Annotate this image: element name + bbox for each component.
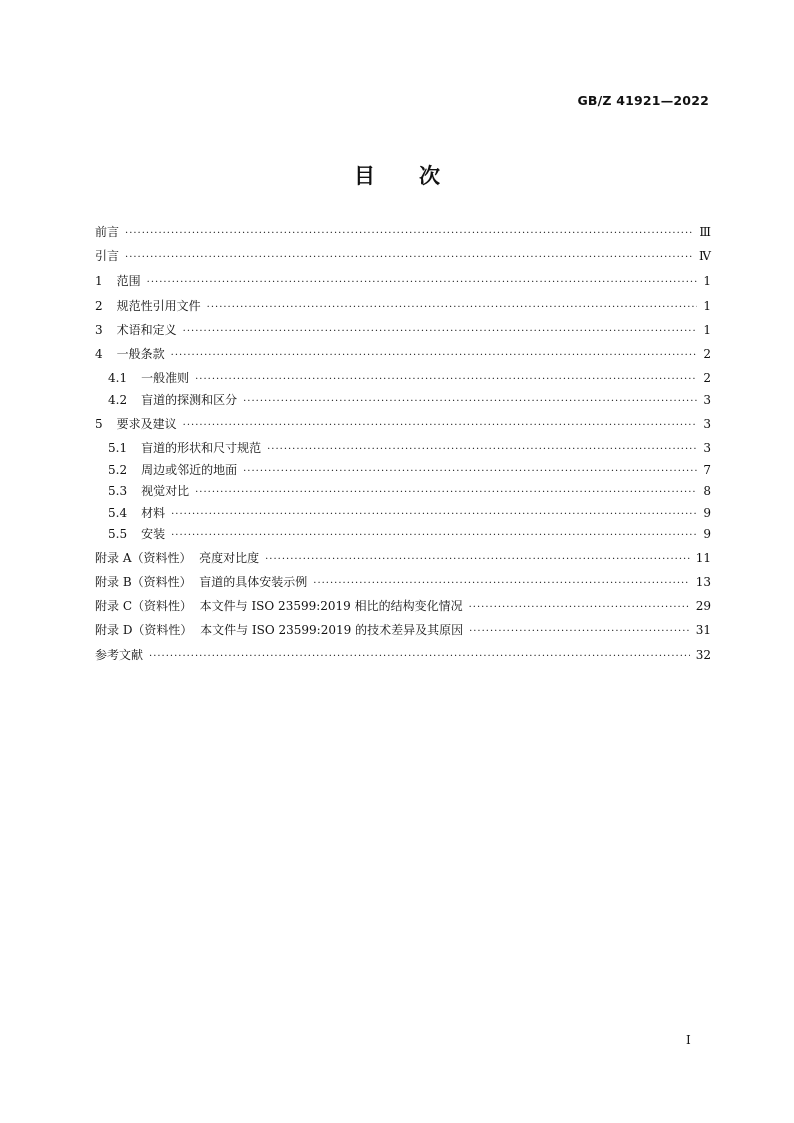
toc-entry-label: 术语和定义 [116, 323, 177, 337]
toc-entry-page: 3 [703, 441, 711, 455]
toc-title [0, 160, 794, 190]
toc-entry[interactable] [95, 507, 711, 520]
toc-title-char: 目 [354, 164, 375, 188]
dot-leader [313, 579, 689, 589]
dot-leader [125, 253, 693, 263]
toc-entry-number: 4.2 [108, 393, 128, 407]
dot-leader [267, 445, 697, 455]
toc-entry[interactable] [95, 649, 711, 662]
toc-title-char: 次 [419, 164, 440, 188]
dot-leader [469, 603, 690, 613]
toc-entry-page: 11 [695, 551, 711, 565]
toc-entry-page: Ⅳ [699, 249, 711, 263]
toc-entry-label: 附录 C（资料性） 本文件与 ISO 23599:2019 相比的结构变化情况 [95, 599, 463, 613]
toc-entry-label: 附录 A（资料性） 亮度对比度 [95, 551, 260, 565]
toc-entry[interactable] [95, 464, 711, 477]
toc-entry-label: 材料 [141, 506, 166, 520]
dot-leader [243, 397, 697, 407]
toc-entry-number: 5.4 [108, 506, 128, 520]
page-number: I [686, 1033, 691, 1047]
toc-entry[interactable] [95, 300, 711, 313]
toc-entry[interactable] [95, 624, 711, 637]
toc-entry-label: 附录 B（资料性） 盲道的具体安装示例 [95, 575, 308, 589]
toc-entry-number: 5 [95, 417, 103, 431]
toc-entry-label: 范围 [116, 274, 141, 288]
toc-entry[interactable] [95, 394, 711, 407]
toc-entry[interactable] [95, 528, 711, 541]
dot-leader [195, 488, 697, 498]
toc-entry-label: 周边或邻近的地面 [141, 463, 238, 477]
toc-entry[interactable] [95, 418, 711, 431]
dot-leader [183, 421, 697, 431]
dot-leader [243, 467, 697, 477]
toc-entry-page: 32 [695, 648, 711, 662]
toc-entry-number: 1 [95, 274, 103, 288]
toc-entry-label: 参考文献 [95, 648, 144, 662]
toc-entry[interactable] [95, 576, 711, 589]
dot-leader [125, 229, 693, 239]
dot-leader [183, 327, 697, 337]
toc-entry-label: 引言 [95, 249, 120, 263]
toc-entry-label: 一般条款 [116, 347, 165, 361]
toc-entry-label: 盲道的探测和区分 [141, 393, 238, 407]
dot-leader [171, 351, 697, 361]
toc-entry-number: 4.1 [108, 371, 128, 385]
toc-entry[interactable] [95, 372, 711, 385]
toc-entry[interactable] [95, 485, 711, 498]
toc-entry-page: Ⅲ [699, 225, 711, 239]
toc-entry-number: 3 [95, 323, 103, 337]
toc-entry[interactable] [95, 324, 711, 337]
toc-entry-number: 4 [95, 347, 103, 361]
toc-entry-page: 7 [703, 463, 711, 477]
toc-entry[interactable] [95, 250, 711, 263]
toc-entry[interactable] [95, 552, 711, 565]
dot-leader [171, 510, 697, 520]
toc-entry-label: 前言 [95, 225, 120, 239]
toc-entry-label: 附录 D（资料性） 本文件与 ISO 23599:2019 的技术差异及其原因 [95, 623, 464, 637]
toc-entry-label: 要求及建议 [116, 417, 177, 431]
toc-entry-page: 1 [703, 299, 711, 313]
dot-leader [149, 652, 690, 662]
toc-entry-page: 8 [703, 484, 711, 498]
toc-entry[interactable] [95, 275, 711, 288]
toc-entry-page: 2 [703, 371, 711, 385]
toc-entry-label: 盲道的形状和尺寸规范 [141, 441, 262, 455]
toc-entry[interactable] [95, 600, 711, 613]
toc-entry-page: 9 [703, 527, 711, 541]
toc-entry[interactable] [95, 442, 711, 455]
toc-entry-page: 9 [703, 506, 711, 520]
toc-entry-number: 5.3 [108, 484, 128, 498]
toc-entry-label: 视觉对比 [141, 484, 190, 498]
toc-entry-number: 2 [95, 299, 103, 313]
toc-entry-page: 31 [695, 623, 711, 637]
toc-entry-page: 29 [695, 599, 711, 613]
toc-entry-page: 1 [703, 274, 711, 288]
toc-entry[interactable] [95, 348, 711, 361]
dot-leader [171, 531, 697, 541]
toc-entry-number: 5.1 [108, 441, 128, 455]
toc-entry-page: 1 [703, 323, 711, 337]
document-code: GB/Z 41921—2022 [577, 93, 709, 108]
toc-entry-page: 13 [695, 575, 711, 589]
toc-entry-page: 2 [703, 347, 711, 361]
toc-entry-number: 5.5 [108, 527, 128, 541]
toc-entry-label: 规范性引用文件 [116, 299, 201, 313]
toc-entry-page: 3 [703, 417, 711, 431]
dot-leader [207, 303, 697, 313]
dot-leader [469, 627, 690, 637]
toc-entry[interactable] [95, 226, 711, 239]
toc-entry-label: 安装 [141, 527, 166, 541]
dot-leader [147, 278, 697, 288]
dot-leader [195, 375, 697, 385]
toc-entry-number: 5.2 [108, 463, 128, 477]
dot-leader [265, 555, 690, 565]
toc-entry-page: 3 [703, 393, 711, 407]
toc-entry-label: 一般准则 [141, 371, 190, 385]
